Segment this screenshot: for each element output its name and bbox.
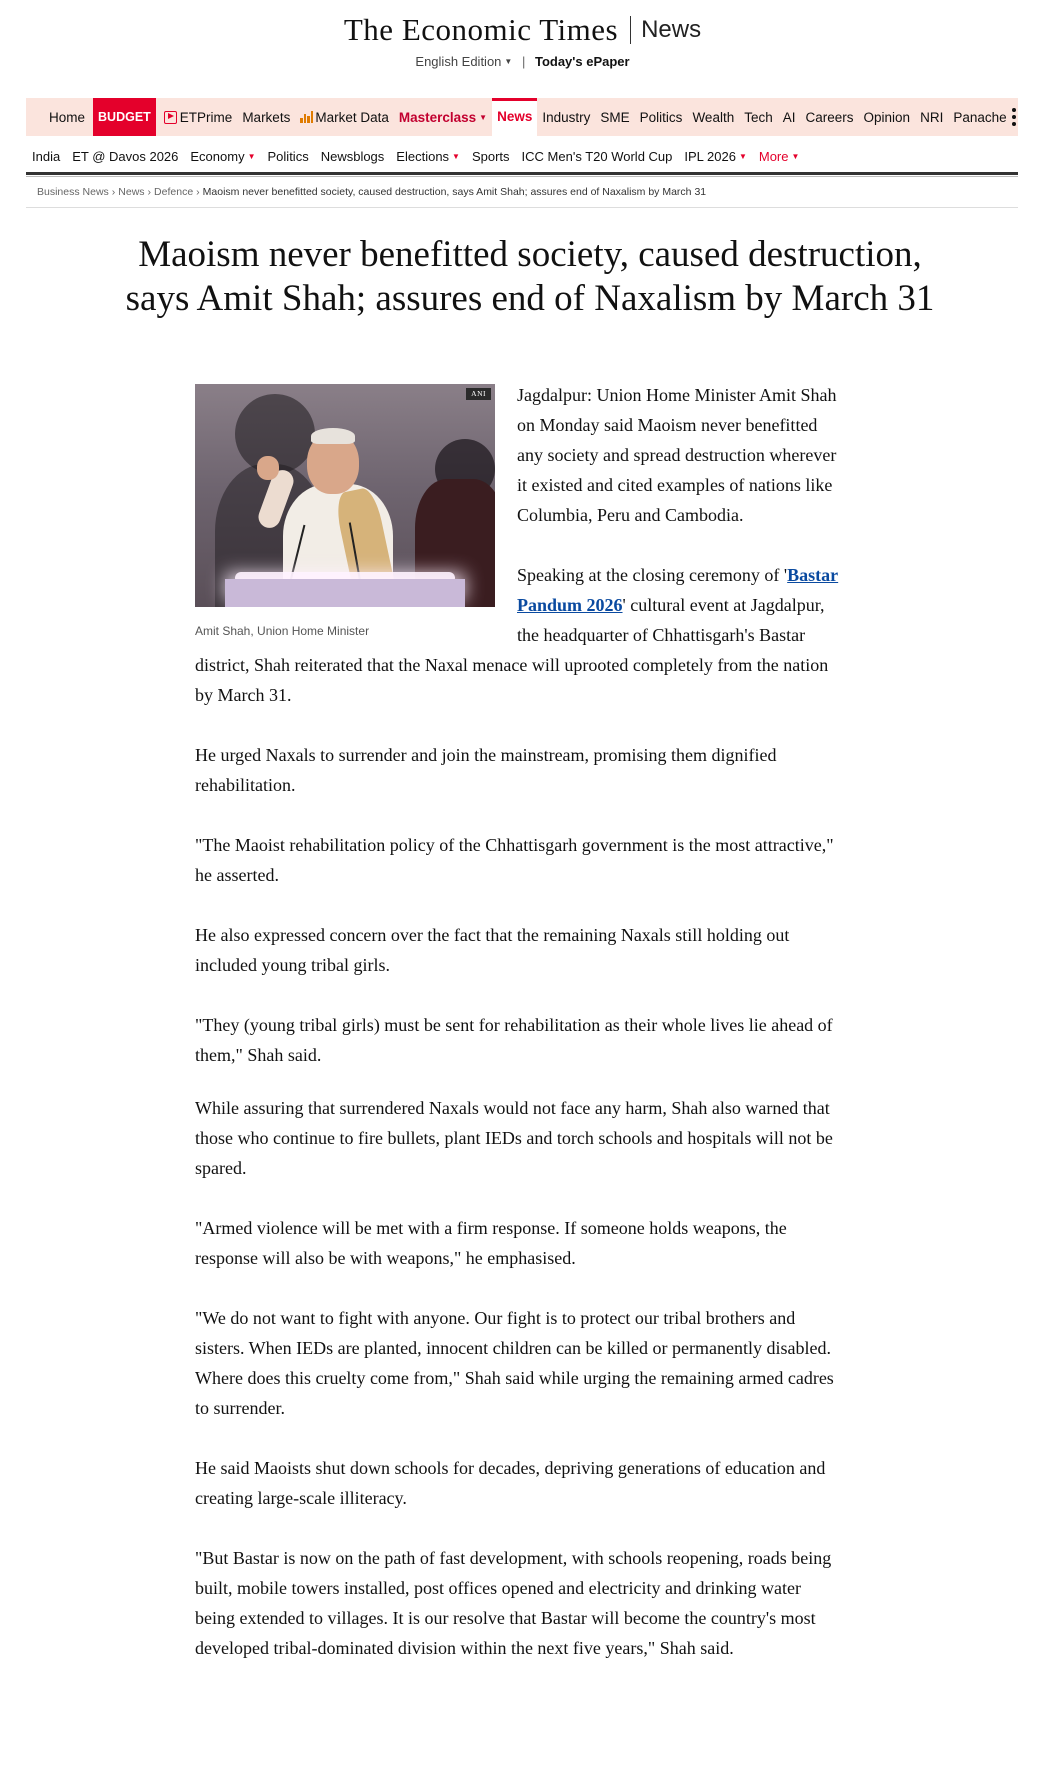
caret-down-icon: ▼ bbox=[479, 112, 488, 122]
nav-wealth[interactable]: Wealth bbox=[692, 109, 735, 125]
article-body bbox=[195, 380, 845, 1693]
nav-news-active[interactable]: News bbox=[492, 98, 537, 136]
subnav-more[interactable] bbox=[753, 149, 806, 164]
nav-ai[interactable]: AI bbox=[782, 109, 796, 125]
brand-logo[interactable] bbox=[344, 12, 701, 48]
nav-divider bbox=[26, 172, 1018, 175]
epaper-link[interactable]: Today's ePaper bbox=[534, 54, 630, 69]
subnav-politics[interactable]: Politics bbox=[267, 148, 309, 164]
breadcrumb-business-news[interactable]: Business News bbox=[37, 186, 109, 198]
nav-opinion[interactable]: Opinion bbox=[863, 109, 911, 125]
article-paragraph: "We do not want to fight with anyone. Our fight is to protect our tribal brothers and sisters. When IEDs are planted, innocent children can be killed or permanently disabled. Where does this cruelty come from," Shah said while urging the remaining armed cadres to surrender. bbox=[195, 1308, 834, 1418]
nav-budget[interactable]: BUDGET bbox=[93, 98, 156, 136]
article-photo[interactable] bbox=[195, 384, 495, 607]
chevron-right-icon: › bbox=[196, 186, 200, 198]
chevron-right-icon: › bbox=[111, 186, 116, 198]
subnav-davos[interactable]: ET @ Davos 2026 bbox=[72, 148, 179, 164]
etprime-play-icon bbox=[164, 111, 177, 124]
subnav-ipl[interactable] bbox=[678, 149, 752, 164]
caret-down-icon: ▼ bbox=[247, 151, 256, 161]
subnav-economy-label: Economy bbox=[190, 148, 245, 164]
nav-markets[interactable]: Markets bbox=[242, 109, 291, 125]
secondary-nav bbox=[26, 143, 1018, 169]
paragraph-text: Speaking at the closing ceremony of ' bbox=[517, 565, 788, 585]
breadcrumb-divider bbox=[26, 207, 1018, 208]
divider: | bbox=[521, 54, 526, 69]
article-paragraph: "But Bastar is now on the path of fast development, with schools reopening, roads being built, mobile towers installed, post offices opened and electricity and drinking water being extended to villages. It is our resolve that Bastar will become the country's most developed tribal-dominated division within the next five years," Shah said. bbox=[195, 1548, 832, 1658]
article-figure bbox=[195, 384, 495, 638]
nav-masterclass[interactable] bbox=[394, 110, 492, 125]
nav-home[interactable]: Home bbox=[49, 109, 86, 125]
nav-tech[interactable]: Tech bbox=[744, 109, 773, 125]
edition-label: English Edition bbox=[415, 54, 502, 69]
subnav-elections-label: Elections bbox=[396, 148, 450, 164]
brand-divider bbox=[630, 16, 631, 44]
breadcrumb bbox=[37, 186, 706, 198]
edition-selector[interactable] bbox=[415, 54, 512, 69]
nav-politics[interactable]: Politics bbox=[639, 109, 683, 125]
chevron-right-icon: › bbox=[147, 186, 152, 198]
edition-row bbox=[0, 54, 1045, 69]
brand-section: News bbox=[641, 16, 702, 43]
bastar-pandum-link[interactable]: Bastar Pandum 2026 bbox=[517, 565, 839, 615]
image-credit-badge: ANI bbox=[466, 388, 491, 400]
masthead bbox=[0, 12, 1045, 48]
subnav-more-label: More bbox=[758, 148, 789, 164]
subnav-elections[interactable] bbox=[390, 149, 466, 164]
article-paragraph: "Armed violence will be met with a firm response. If someone holds weapons, the response will also be with weapons," he emphasised. bbox=[195, 1218, 787, 1268]
caret-down-icon: ▼ bbox=[738, 151, 747, 161]
nav-etprime[interactable] bbox=[159, 110, 238, 125]
subnav-t20-world-cup[interactable]: ICC Men's T20 World Cup bbox=[521, 148, 673, 164]
brand-name: The Economic Times bbox=[343, 12, 619, 47]
image-caption: Amit Shah, Union Home Minister bbox=[195, 624, 370, 638]
article-paragraph: "They (young tribal girls) must be sent for rehabilitation as their whole lives lie ahead of them," Shah said. bbox=[195, 1015, 833, 1065]
nav-market-data-label: Market Data bbox=[315, 109, 389, 125]
page-title: Maoism never benefitted society, caused destruction, says Amit Shah; assures end of Naxalism by March 31 bbox=[125, 234, 935, 319]
article-paragraph: Jagdalpur: Union Home Minister Amit Shah on Monday said Maoism never benefitted any society and spread destruction wherever it existed and cited examples of nations like Columbia, Peru and Cambodia. bbox=[517, 385, 837, 525]
breadcrumb-defence[interactable]: Defence bbox=[154, 186, 194, 198]
caret-down-icon: ▼ bbox=[791, 151, 800, 161]
article-paragraph: He also expressed concern over the fact that the remaining Naxals still holding out included young tribal girls. bbox=[195, 925, 790, 975]
subnav-sports[interactable]: Sports bbox=[471, 148, 510, 164]
nav-etprime-label: ETPrime bbox=[179, 109, 233, 125]
nav-masterclass-label: Masterclass bbox=[398, 109, 477, 125]
nav-market-data[interactable] bbox=[295, 110, 394, 125]
breadcrumb-current: Maoism never benefitted society, caused destruction, says Amit Shah; assures end of Naxalism by March 31 bbox=[202, 186, 707, 198]
nav-careers[interactable]: Careers bbox=[805, 109, 854, 125]
subnav-ipl-label: IPL 2026 bbox=[684, 148, 736, 164]
subnav-economy[interactable] bbox=[184, 149, 261, 164]
breadcrumb-news[interactable]: News bbox=[118, 186, 145, 198]
primary-nav bbox=[26, 98, 1018, 136]
article-paragraph: He urged Naxals to surrender and join the mainstream, promising them dignified rehabilitation. bbox=[195, 745, 777, 795]
caret-down-icon: ▼ bbox=[452, 151, 460, 161]
article-paragraph: He said Maoists shut down schools for decades, depriving generations of education and creating large-scale illiteracy. bbox=[195, 1458, 826, 1508]
article-paragraph: While assuring that surrendered Naxals would not face any harm, Shah also warned that those who continue to fire bullets, plant IEDs and torch schools and hospitals will not be spared. bbox=[195, 1098, 833, 1178]
nav-sme[interactable]: SME bbox=[600, 109, 630, 125]
subnav-india[interactable]: India bbox=[32, 148, 61, 164]
nav-industry[interactable]: Industry bbox=[542, 109, 591, 125]
bar-chart-icon bbox=[300, 111, 313, 123]
subnav-newsblogs[interactable]: Newsblogs bbox=[320, 148, 385, 164]
paragraph-text: ' cultural event at Jagdalpur, the headquarter of Chhattisgarh's Bastar district, Shah reiterated that the Naxal menace will uprooted completely from the nation by March 31. bbox=[195, 595, 829, 705]
more-options-icon[interactable] bbox=[1012, 108, 1016, 126]
nav-panache[interactable]: Panache bbox=[953, 109, 1007, 125]
nav-nri[interactable]: NRI bbox=[920, 109, 944, 125]
article-paragraph: "The Maoist rehabilitation policy of the Chhattisgarh government is the most attractive," he asserted. bbox=[195, 835, 834, 885]
caret-down-icon: ▼ bbox=[504, 57, 513, 66]
nav-divider-thin bbox=[26, 176, 1018, 177]
